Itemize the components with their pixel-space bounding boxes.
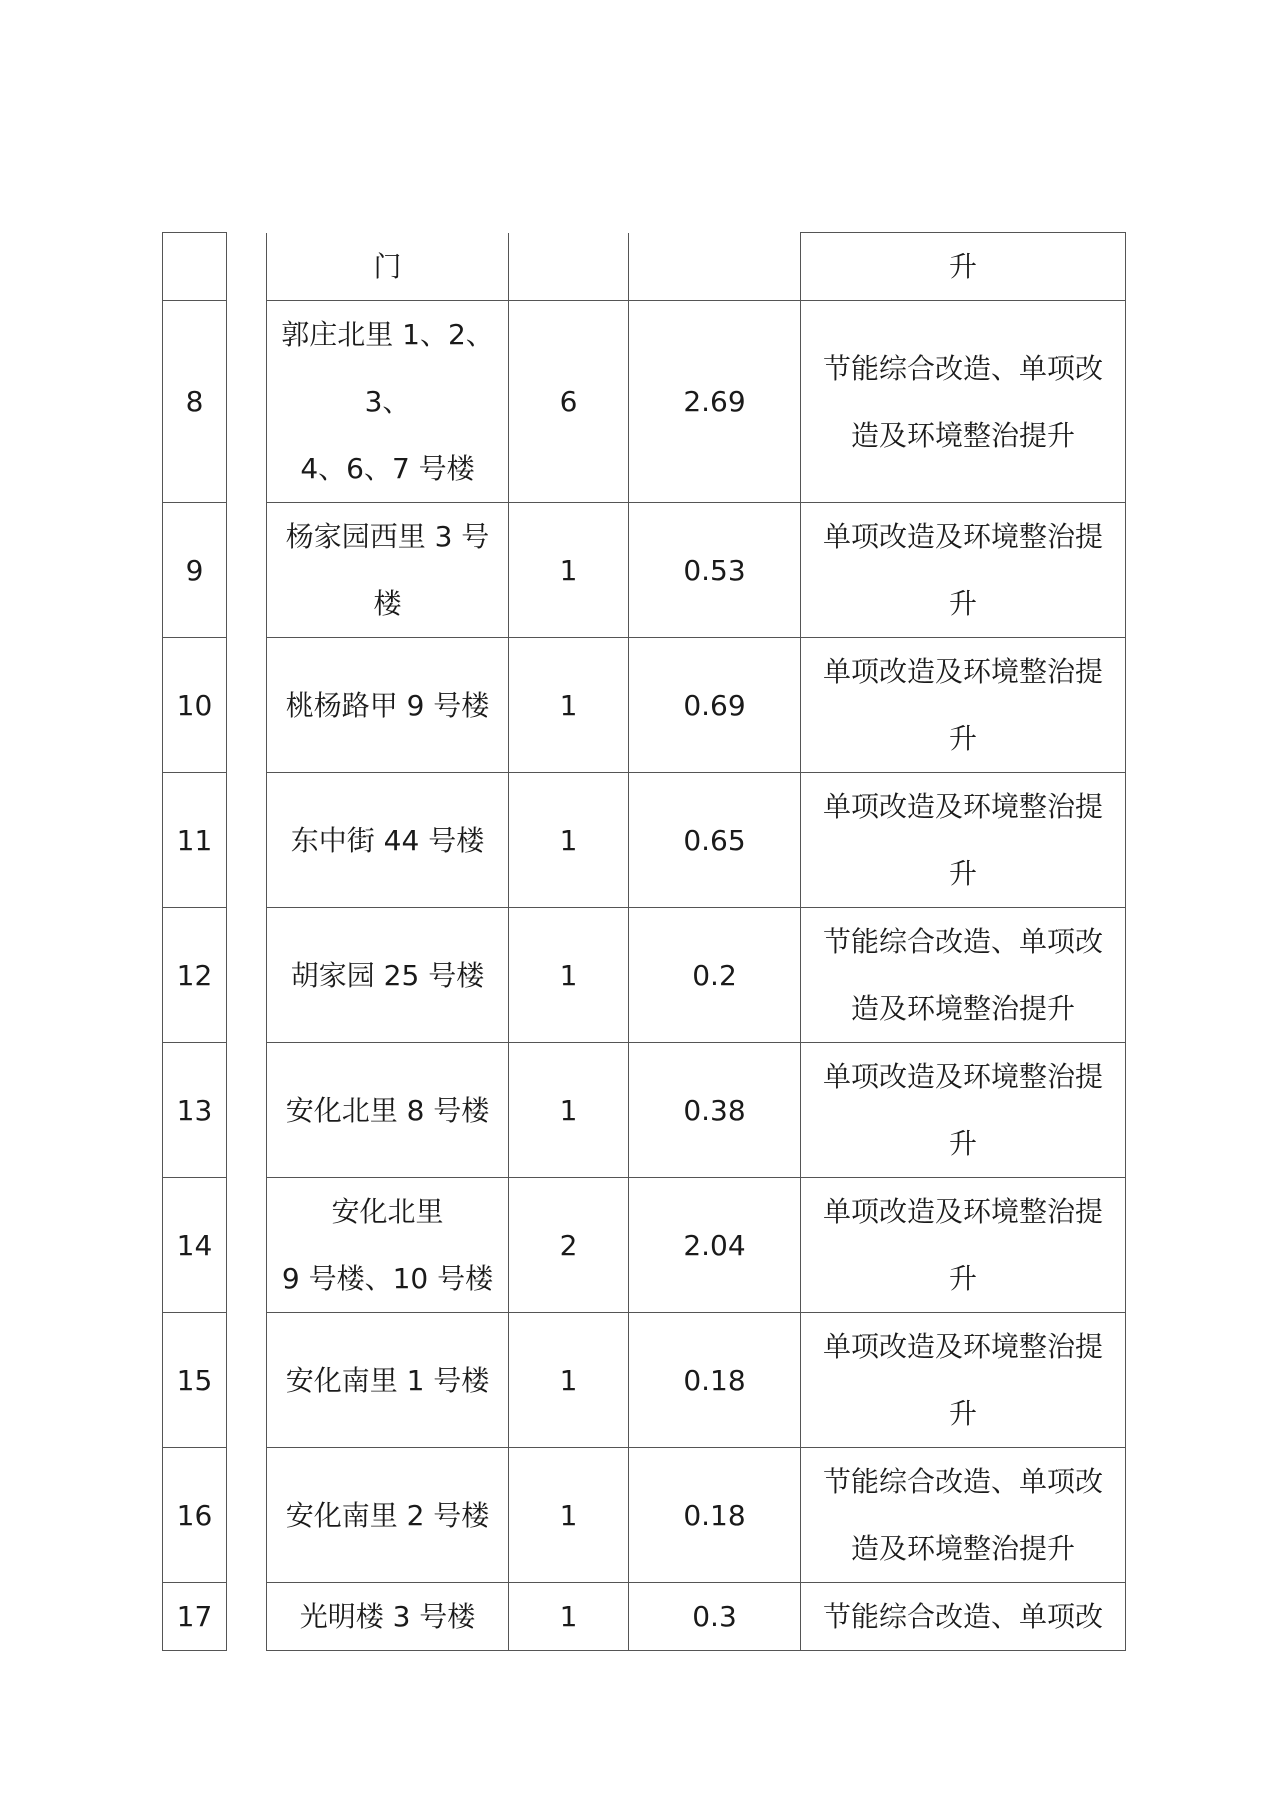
cell-description: [801, 638, 1126, 773]
cell-location-text: 安化南里 1 号楼: [285, 1363, 490, 1397]
cell-count-text: 1: [559, 1363, 578, 1397]
cell-description-top: [801, 233, 1126, 301]
cell-location-text: 楼: [373, 587, 402, 620]
cell-no: [163, 638, 227, 773]
table-row: [163, 1448, 1126, 1583]
cell-no-text: 9: [185, 553, 204, 587]
cell-description-text: 升: [948, 1397, 977, 1430]
cell-description-text: 升: [948, 1127, 977, 1160]
table-row: [163, 301, 1126, 503]
cell-description-text: 单项改造及环境整治提: [822, 655, 1103, 688]
cell-description-text: 造及环境整治提升: [850, 992, 1075, 1025]
cell-description: [801, 908, 1126, 1043]
table-row-top: [163, 233, 1126, 301]
cell-description-text: 节能综合改造、单项改: [822, 351, 1103, 385]
cell-area-text: 2.69: [683, 385, 746, 418]
cell-count: [509, 1583, 629, 1651]
cell-location-text: 安化北里 8 号楼: [285, 1093, 490, 1127]
cell-area-text: 0.69: [683, 688, 746, 722]
cell-description: [801, 301, 1126, 503]
cell-area: [629, 1583, 801, 1651]
cell-no: [163, 1313, 227, 1448]
cell-location-text: 东中街 44 号楼: [290, 823, 485, 857]
cell-area: [629, 503, 801, 638]
cell-area-text: 0.18: [683, 1498, 746, 1532]
cell-description-text: 单项改造及环境整治提: [822, 1330, 1103, 1363]
table-body: [163, 233, 1126, 1651]
cell-description: [801, 1583, 1126, 1651]
cell-description-text: 造及环境整治提升: [850, 418, 1075, 452]
cell-description-text: 节能综合改造、单项改: [822, 925, 1103, 958]
cell-description-text: 升: [948, 1262, 977, 1295]
cell-count-text: 1: [559, 1498, 578, 1532]
cell-no: [163, 1043, 227, 1178]
cell-count: [509, 1178, 629, 1313]
cell-location-text: 郭庄北里 1、2、3、: [281, 318, 494, 418]
cell-no-text: 15: [176, 1363, 213, 1397]
cell-location-top: [267, 233, 509, 301]
cell-no: [163, 908, 227, 1043]
cell-no-text: 14: [176, 1228, 213, 1262]
cell-area: [629, 1448, 801, 1583]
cell-count: [509, 1448, 629, 1583]
cell-area-text: 0.2: [692, 958, 737, 992]
cell-no-top: [163, 233, 227, 301]
table-row: [163, 1178, 1126, 1313]
cell-no-text: 13: [176, 1093, 213, 1127]
cell-description: [801, 1313, 1126, 1448]
cell-area: [629, 773, 801, 908]
cell-count-text: 1: [559, 553, 578, 587]
cell-location: [267, 1178, 509, 1313]
cell-location: [267, 1583, 509, 1651]
cell-district-merged: [227, 233, 267, 1651]
cell-count-top: [509, 233, 629, 301]
renovation-table: [162, 232, 1126, 1651]
cell-location: [267, 301, 509, 503]
cell-no-text: 17: [176, 1600, 213, 1633]
cell-count-text: 6: [559, 385, 578, 418]
cell-description-text: 单项改造及环境整治提: [822, 1195, 1103, 1228]
cell-location-text: 杨家园西里 3 号: [285, 520, 490, 553]
description-text: 升: [948, 250, 977, 283]
cell-location-text: 安化南里 2 号楼: [285, 1498, 490, 1532]
cell-location: [267, 908, 509, 1043]
location-text: 门: [373, 249, 402, 283]
cell-no-text: 8: [185, 385, 204, 418]
cell-description-text: 单项改造及环境整治提: [822, 520, 1103, 553]
cell-count-text: 1: [559, 958, 578, 992]
cell-count: [509, 1313, 629, 1448]
table-row: [163, 773, 1126, 908]
cell-area-text: 0.53: [683, 553, 746, 587]
cell-no-text: 10: [176, 688, 213, 722]
cell-count-text: 2: [559, 1228, 578, 1262]
cell-no: [163, 503, 227, 638]
table-row: [163, 638, 1126, 773]
cell-no-text: 12: [176, 958, 213, 992]
cell-area-text: 0.38: [683, 1093, 746, 1127]
cell-area: [629, 1043, 801, 1178]
cell-description-text: 造及环境整治提升: [850, 1532, 1075, 1565]
cell-description-text: 升: [948, 587, 977, 620]
cell-count-text: 1: [559, 823, 578, 857]
cell-location: [267, 1448, 509, 1583]
table-row: [163, 503, 1126, 638]
table-row: [163, 1043, 1126, 1178]
cell-no: [163, 1583, 227, 1651]
cell-count-text: 1: [559, 688, 578, 722]
cell-count: [509, 908, 629, 1043]
cell-no-text: 16: [176, 1498, 213, 1532]
cell-area-top: [629, 233, 801, 301]
cell-location-text: 桃杨路甲 9 号楼: [285, 688, 490, 722]
cell-location-text: 4、6、7 号楼: [300, 452, 475, 485]
cell-area: [629, 301, 801, 503]
table-row: [163, 1583, 1126, 1651]
cell-area-text: 2.04: [683, 1228, 746, 1262]
cell-area: [629, 1313, 801, 1448]
cell-no: [163, 301, 227, 503]
cell-count: [509, 1043, 629, 1178]
cell-location: [267, 503, 509, 638]
cell-area-text: 0.65: [683, 823, 746, 857]
cell-location: [267, 1043, 509, 1178]
cell-area: [629, 638, 801, 773]
cell-description: [801, 503, 1126, 638]
cell-area-text: 0.3: [692, 1600, 737, 1633]
cell-location-text: 光明楼 3 号楼: [299, 1600, 476, 1633]
cell-description-text: 升: [948, 722, 977, 755]
cell-no-text: 11: [176, 823, 213, 857]
cell-description-text: 单项改造及环境整治提: [822, 1060, 1103, 1093]
cell-description-text: 节能综合改造、单项改: [822, 1600, 1103, 1633]
cell-count: [509, 638, 629, 773]
cell-count: [509, 301, 629, 503]
cell-count-text: 1: [559, 1600, 578, 1633]
cell-location-text: 9 号楼、10 号楼: [281, 1262, 494, 1295]
cell-description-text: 单项改造及环境整治提: [822, 790, 1103, 823]
cell-description: [801, 1178, 1126, 1313]
cell-description: [801, 1043, 1126, 1178]
cell-location: [267, 638, 509, 773]
cell-count-text: 1: [559, 1093, 578, 1127]
cell-description-text: 升: [948, 857, 977, 890]
cell-location: [267, 1313, 509, 1448]
cell-no: [163, 1178, 227, 1313]
cell-location: [267, 773, 509, 908]
table-row: [163, 908, 1126, 1043]
cell-description: [801, 773, 1126, 908]
cell-count: [509, 503, 629, 638]
cell-count: [509, 773, 629, 908]
cell-area: [629, 908, 801, 1043]
cell-area-text: 0.18: [683, 1363, 746, 1397]
cell-description-text: 节能综合改造、单项改: [822, 1465, 1103, 1498]
cell-no: [163, 773, 227, 908]
cell-area: [629, 1178, 801, 1313]
cell-location-text: 胡家园 25 号楼: [290, 958, 485, 992]
cell-location-text: 安化北里: [331, 1195, 444, 1228]
cell-no: [163, 1448, 227, 1583]
table-row: [163, 1313, 1126, 1448]
cell-description: [801, 1448, 1126, 1583]
